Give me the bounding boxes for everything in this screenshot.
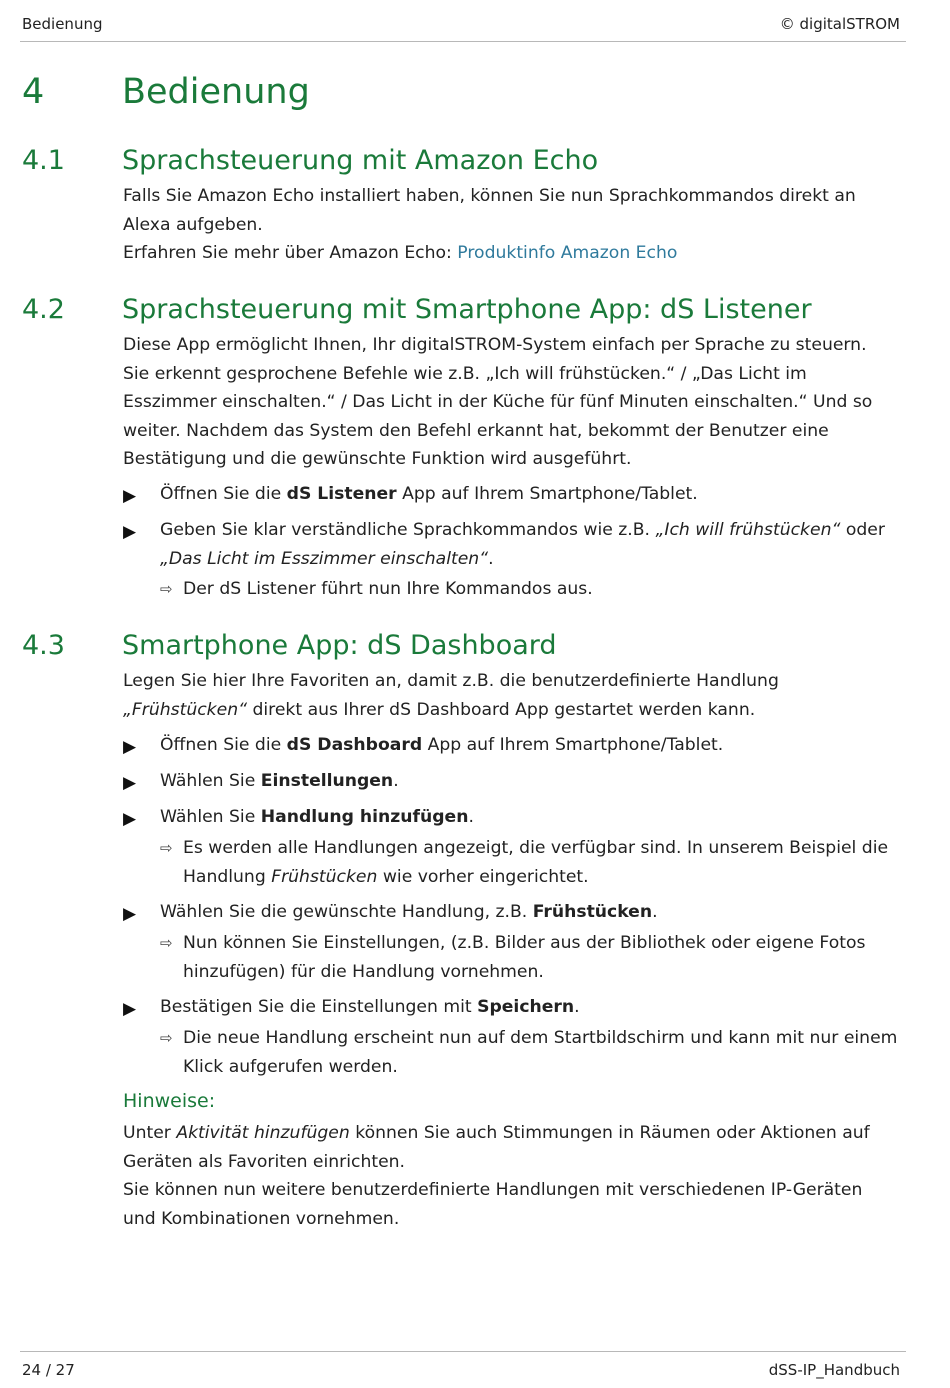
page-number: 24 / 27	[22, 1361, 75, 1379]
app-name: dS Dashboard	[286, 735, 423, 755]
amazon-echo-link[interactable]: Produktinfo Amazon Echo	[457, 243, 678, 263]
paragraph-ds-listener: Diese App ermöglicht Ihnen, Ihr digitalSTROM-System einfach per Sprache zu steuern. Sie erkennt gesprochene Befehle wie z.B. „Ich will frühstücken.“ / „Das Licht im Esszimmer einschalten.“ / Das Licht in der Küche für fünf Minuten einschalten.“ Und so weiter. Nachdem das System den Befehl erkannt hat, bekommt der Benutzer eine Bestätigung und die gewünschte Funktion wird ausgeführt.	[123, 335, 873, 469]
section-number: 4.2	[22, 294, 65, 325]
chapter-number: 4	[22, 72, 45, 112]
result-arrow-icon: ⇨	[160, 839, 173, 857]
step-arrow-icon: ▶	[123, 522, 137, 542]
step-arrow-icon: ▶	[123, 737, 137, 757]
step-arrow-icon: ▶	[123, 809, 137, 829]
page-header	[20, 14, 906, 42]
example-command: „Das Licht im Esszimmer einschalten“	[160, 548, 489, 569]
paragraph-learn-more	[123, 239, 893, 268]
section-title: Sprachsteuerung mit Smartphone App: dS Listener	[122, 294, 812, 325]
header-section-title: Bedienung	[22, 15, 103, 33]
header-copyright: © digitalSTROM	[779, 15, 900, 33]
learn-more-text: Erfahren Sie mehr über Amazon Echo:	[123, 243, 458, 263]
section-title: Smartphone App: dS Dashboard	[122, 630, 557, 661]
step-arrow-icon: ▶	[123, 773, 137, 793]
step-arrow-icon: ▶	[123, 486, 137, 506]
app-name: dS Listener	[286, 484, 397, 504]
notes-heading: Hinweise:	[123, 1090, 216, 1112]
example-command: „Ich will frühstücken“	[655, 520, 841, 540]
paragraph-amazon-echo: Falls Sie Amazon Echo installiert haben, können Sie nun Sprachkommandos direkt an Alexa aufgeben.	[123, 186, 856, 235]
page-footer	[20, 1351, 906, 1388]
document-name: dSS-IP_Handbuch	[768, 1361, 900, 1379]
paragraph-dashboard: Legen Sie hier Ihre Favoriten an, damit z.B. die benutzerdefinierte Handlung „Frühstücken“ direkt aus Ihrer dS Dashboard App gestartet werden kann.	[123, 671, 779, 720]
section-title: Sprachsteuerung mit Amazon Echo	[122, 145, 599, 176]
step-arrow-icon: ▶	[123, 904, 137, 924]
result-arrow-icon: ⇨	[160, 934, 173, 952]
section-number: 4.3	[22, 630, 65, 661]
chapter-title: Bedienung	[122, 72, 310, 112]
result-arrow-icon: ⇨	[160, 580, 173, 598]
note-activity: Unter Aktivität hinzufügen können Sie auch Stimmungen in Räumen oder Aktionen auf Geräten als Favoriten einrichten.	[123, 1123, 870, 1172]
section-number: 4.1	[22, 145, 65, 176]
step-arrow-icon: ▶	[123, 999, 137, 1019]
result-arrow-icon: ⇨	[160, 1029, 173, 1047]
note-more-actions: Sie können nun weitere benutzerdefinierte Handlungen mit verschiedenen IP-Geräten und Kombinationen vornehmen.	[123, 1180, 863, 1229]
